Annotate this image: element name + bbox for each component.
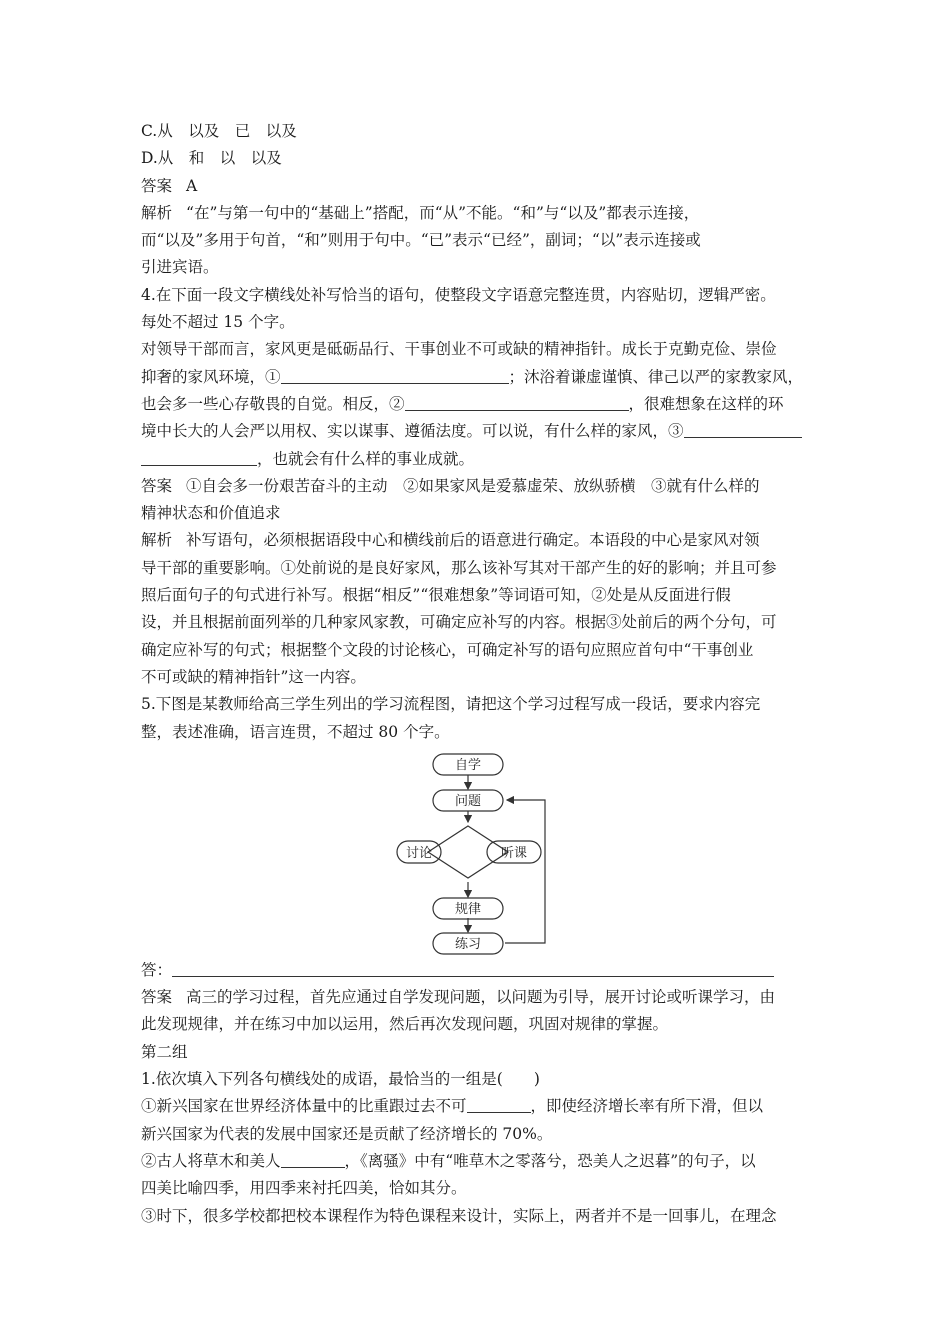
option-c: C.从 以及 已 以及 — [141, 122, 297, 140]
g2-q1-prompt: 1.依次填入下列各句横线处的成语，最恰当的一组是( ) — [141, 1070, 540, 1089]
analysis-tag: 解析 — [141, 203, 173, 222]
node-discuss: 讨论 — [405, 845, 433, 861]
node-rule: 规律 — [454, 901, 482, 917]
answer-tag: 答案 — [141, 476, 173, 495]
node-practice: 练习 — [454, 936, 482, 952]
q5-prompt-line-2: 整，表述准确，语言连贯，不超过 80 个字。 — [141, 722, 450, 741]
g2-sentence-1-line-1: ①新兴国家在世界经济体量中的比重跟过去不可 ，即使经济增长率有所下滑，但以 — [141, 1093, 813, 1120]
q4-passage-line-1: 对领导干部而言，家风更是砥砺品行、干事创业不可或缺的精神指针。成长于克勤克俭、崇俭 — [141, 340, 777, 359]
answer-line[interactable] — [172, 958, 774, 977]
answer-tag: 答案 — [141, 176, 173, 195]
analysis-tag: 解析 — [141, 531, 173, 550]
q3-answer — [141, 173, 813, 200]
q4-prompt-line-2: 每处不超过 15 个字。 — [141, 313, 295, 332]
q4-analysis-line-2: 导干部的重要影响。①处前说的是良好家风，那么该补写其对干部产生的好的影响；并且可参 — [141, 558, 777, 577]
q4-analysis-line-1: 解析 补写语句，必须根据语段中心和横线前后的语意进行确定。本语段的中心是家风对领 — [141, 531, 760, 550]
answer-label: 答： — [141, 960, 173, 979]
answer-text: A — [186, 176, 198, 195]
blank-1[interactable] — [281, 365, 509, 384]
arrow-feedback-loop — [505, 800, 545, 943]
q4-passage-line-3: 也会多一些心存敬畏的自觉。相反，② ，很难想象在这样的环 — [141, 391, 813, 418]
q4-prompt-line-1: 4.在下面一段文字横线处补写恰当的语句，使整段文字语意完整连贯，内容贴切，逻辑严密。 — [141, 285, 776, 304]
q4-passage-line-5: ，也就会有什么样的事业成就。 — [141, 446, 813, 473]
g2-sentence-2-line-2: 四美比喻四季，用四季来衬托四美，恰如其分。 — [141, 1179, 467, 1198]
q3-analysis-line-2: 而“以及”多用于句首，“和”则用于句中。“已”表示“已经”，副词；“以”表示连接或 — [141, 231, 701, 250]
q5-prompt-line-1: 5.下图是某教师给高三学生列出的学习流程图，请把这个学习过程写成一段话，要求内容完 — [141, 695, 761, 714]
blank-2[interactable] — [405, 392, 629, 411]
q3-analysis-line-3: 引进宾语。 — [141, 258, 219, 277]
flowchart-svg — [396, 752, 566, 957]
q4-analysis-line-5: 确定应补写的句式；根据整个文段的讨论核心，可确定补写的语句应照应首句中“干事创业 — [141, 640, 754, 659]
learning-flowchart — [141, 752, 813, 957]
answer-tag: 答案 — [141, 988, 173, 1007]
q4-analysis-line-3: 照后面句子的句式进行补写。根据“相反”“很难想象”等词语可知，②处是从反面进行假 — [141, 586, 731, 605]
q4-answer-line-1: 答案 ①自会多一份艰苦奋斗的主动 ②如果家风是爱慕虚荣、放纵骄横 ③就有什么样的 — [141, 476, 760, 495]
node-question: 问题 — [454, 793, 482, 809]
decision-diamond — [428, 826, 508, 878]
option-d: D.从 和 以 以及 — [141, 149, 282, 168]
q4-analysis-line-6: 不可或缺的精神指针”这一内容。 — [141, 667, 366, 686]
q3-analysis-line-1: 解析 “在”与第一句中的“基础上”搭配，而“从”不能。“和”与“以及”都表示连接， — [141, 203, 700, 222]
q4-analysis-line-4: 设，并且根据前面列举的几种家风家教，可确定应补写的内容。根据③处前后的两个分句，可 — [141, 613, 777, 632]
g2-sentence-3-line-1: ③时下，很多学校都把校本课程作为特色课程来设计，实际上，两者并不是一回事儿，在理念 — [141, 1206, 777, 1225]
q4-answer-line-2: 精神状态和价值追求 — [141, 504, 281, 523]
q4-passage-line-2: 抑奢的家风环境，① ；沐浴着谦虚谨慎、律己以严的家教家风， — [141, 364, 813, 391]
q5-answer-line-1: 答案 高三的学习过程，首先应通过自学发现问题，以问题为引导，展开讨论或听课学习，由 — [141, 988, 776, 1007]
section-title: 第二组 — [141, 1042, 188, 1061]
q4-passage-line-4: 境中长大的人会严以用权、实以谋事、遵循法度。可以说，有什么样的家风，③ — [141, 418, 813, 445]
blank-3[interactable] — [684, 419, 802, 438]
q5-answer-field — [141, 957, 813, 984]
blank-idiom-2[interactable] — [281, 1149, 345, 1168]
q5-answer-line-2: 此发现规律，并在练习中加以运用，然后再次发现问题，巩固对规律的掌握。 — [141, 1015, 669, 1034]
g2-sentence-2-line-1: ②古人将草木和美人 ，《离骚》中有“唯草木之零落兮，恐美人之迟暮”的句子，以 — [141, 1148, 813, 1175]
document-page — [141, 118, 813, 1230]
node-selfstudy: 自学 — [454, 757, 482, 773]
blank-idiom-1[interactable] — [467, 1094, 531, 1113]
node-lecture: 听课 — [500, 845, 528, 861]
blank-3-cont[interactable] — [141, 447, 257, 466]
g2-sentence-1-line-2: 新兴国家为代表的发展中国家还是贡献了经济增长的 70%。 — [141, 1124, 553, 1143]
